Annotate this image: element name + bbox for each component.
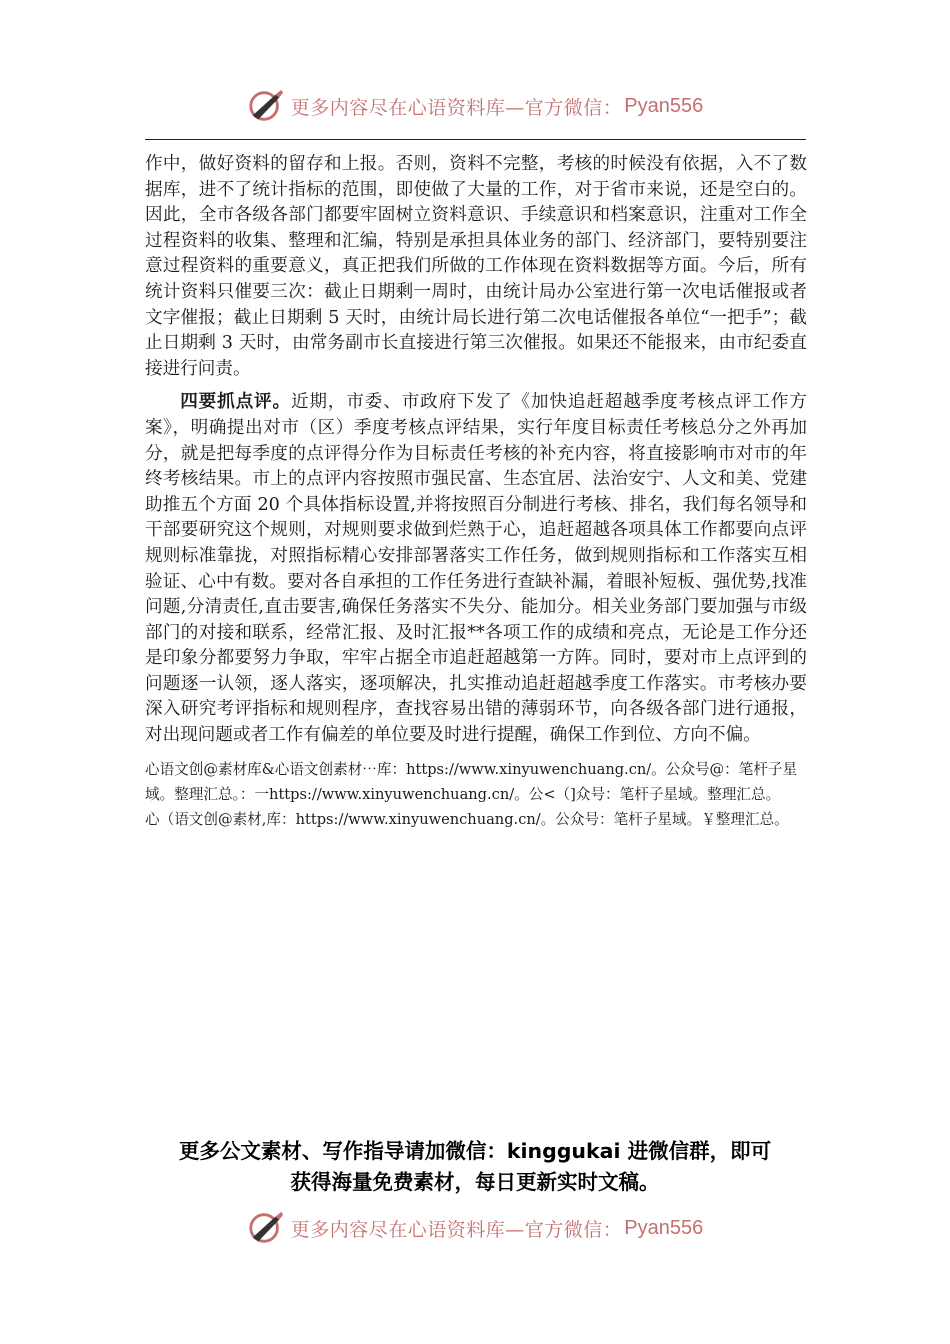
footer-brand-text: 更多内容尽在心语资料库—官方微信： (290, 1218, 623, 1241)
page-header (0, 84, 950, 128)
pen-seal-icon (247, 87, 285, 125)
paragraph-2-text: 近期，市委、市政府下发了《加快追赶超越季度考核点评工作方案》，明确提出对市（区）季度考核点评结果，实行年度目标责任考核总分之外再加分，就是把每季度的点评得分作为目标责任考核的补充内容，将直接影响市对市的年终考核结果。市上的点评内容按照市强民富、生态宜居、法治安宁、人文和美、党建助推五个方面 20 个具体指标设置,并将按照百分制进行考核、排名，我们每名领导和干部要研究这个规则，对规则要求做到烂熟于心，追赶超越各项具体工作都要向点评规则标准靠拢，对照指标精心安排部署落实工作任务，做到规则指标和工作落实互相验证、心中有数。要对各自承担的工作任务进行查缺补漏，着眼补短板、强优势,找准问题,分清责任,直击要害,确保任务落实不失分、能加分。相关业务部门要加强与市级部门的对接和联系，经常汇报、及时汇报**各项工作的成绩和亮点，无论是工作分还是印象分都要努力争取，牢牢占据全市追赶超越第一方阵。同时，要对市上点评到的问题逐一认领，逐人落实，逐项解决，扎实推动追赶超越季度工作落实。市考核办要深入研究考评指标和规则程序，查找容易出错的薄弱环节，向各级各部门进行通报，对出现问题或者工作有偏差的单位要及时进行提醒，确保工作到位、方向不偏。 (145, 392, 807, 746)
source-note-2: 心（语文创@素材,库：https://www.xinyuwenchuang.cn/。公众号：笔杆子星域。￥整理汇总。 (145, 810, 789, 828)
header-wechat-id: Pyan556 (624, 94, 704, 117)
header-brand-text: 更多内容尽在心语资料库—官方微信： (290, 96, 623, 119)
promo-line-1: 更多公文素材、写作指导请加微信：kinggukai 进微信群，即可 (178, 1139, 772, 1163)
source-notes (145, 757, 807, 832)
document-body (145, 152, 807, 832)
header-divider (145, 139, 806, 140)
page-footer (0, 1206, 950, 1250)
pen-seal-icon (247, 1209, 285, 1247)
paragraph-2-heading: 四要抓点评。 (180, 391, 291, 413)
promo-banner (0, 1136, 950, 1198)
promo-line-2: 获得海量免费素材，每日更新实时文稿。 (290, 1170, 660, 1194)
paragraph-1: 作中，做好资料的留存和上报。否则，资料不完整，考核的时候没有依据，入不了数据库，进不了统计指标的范围，即使做了大量的工作，对于省市来说，还是空白的。因此，全市各级各部门都要牢固树立资料意识、手续意识和档案意识，注重对工作全过程资料的收集、整理和汇编，特别是承担具体业务的部门、经济部门，要特别要注意过程资料的重要意义，真正把我们所做的工作体现在资料数据等方面。今后，所有统计资料只催要三次：截止日期剩一周时，由统计局办公室进行第一次电话催报或者文字催报；截止日期剩 5 天时，由统计局长进行第二次电话催报各单位“一把手”；截止日期剩 3 天时，由常务副市长直接进行第三次催报。如果还不能报来，由市纪委直接进行问责。 (145, 154, 807, 379)
paragraph-2 (145, 389, 807, 748)
source-note-1: 心语文创@素材库&心语文创素材⋯库：https://www.xinyuwenchuang.cn/。公众号@：笔杆子星域。整理汇总。：一https://www.xinyuwenchuang.cn/。公<（]众号：笔杆子星域。整理汇总。 (145, 760, 798, 803)
footer-wechat-id: Pyan556 (624, 1216, 704, 1239)
